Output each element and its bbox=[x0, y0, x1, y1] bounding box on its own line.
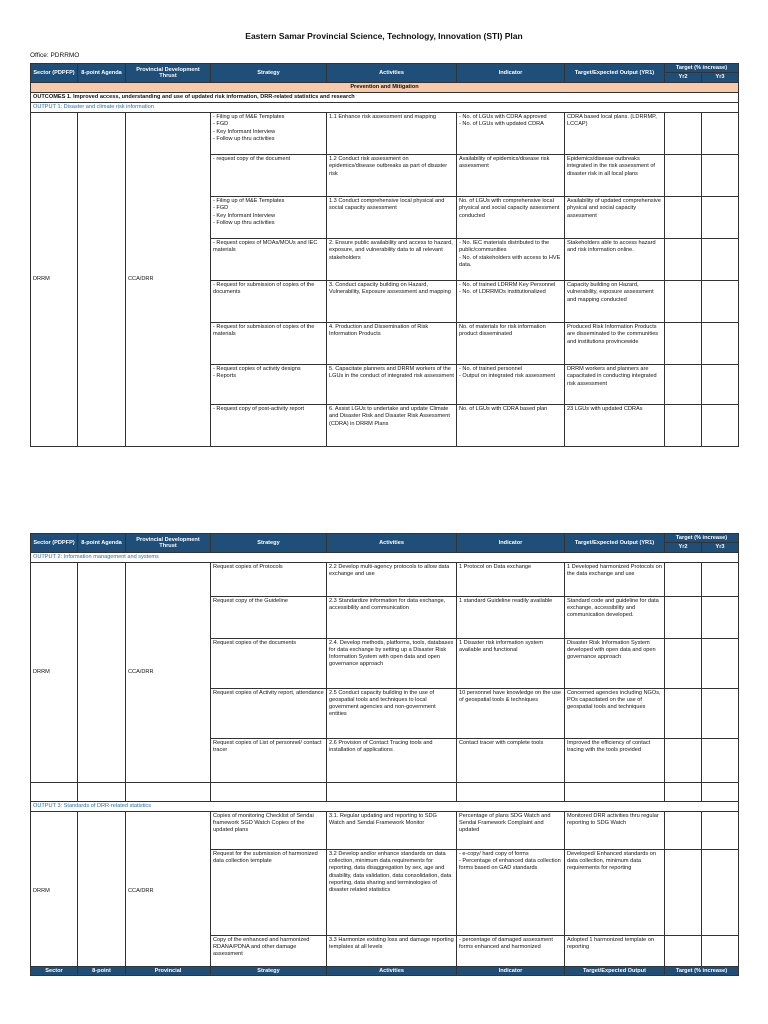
header-activities: Activities bbox=[327, 64, 457, 83]
yr2-cell bbox=[665, 405, 702, 447]
indicator-cell: No. of LGUs with comprehensive local physical and social capacity assessment conducted bbox=[457, 197, 565, 239]
target-output-cell: Disaster Risk Information System developed with open data and open governance approach bbox=[565, 639, 665, 689]
strategy-cell: - Filing up of M&E Templates - FGD - Key Informant Interview - Follow up thru activities bbox=[211, 197, 327, 239]
activity-cell: 1.1 Enhance risk assessment and mapping bbox=[327, 113, 457, 155]
yr2-cell bbox=[665, 563, 702, 597]
agenda-cell bbox=[78, 563, 126, 783]
yr2-cell bbox=[665, 739, 702, 783]
header-yr2: Yr2 bbox=[665, 543, 702, 552]
office-label: Office: PDRRMO bbox=[30, 52, 80, 59]
sector-cell: DRRM bbox=[31, 812, 78, 972]
empty-cell bbox=[126, 783, 211, 802]
target-output-cell: Capacity building on Hazard, vulnerability, exposure assessment and mapping conducted bbox=[565, 281, 665, 323]
empty-cell bbox=[211, 783, 327, 802]
header-indicator: Indicator bbox=[457, 534, 565, 553]
indicator-cell: Availability of epidemics/disease risk assessment bbox=[457, 155, 565, 197]
yr2-cell bbox=[665, 281, 702, 323]
yr2-cell bbox=[665, 639, 702, 689]
target-output-cell: CDRA based local plans. (LDRRMP, LCCAP) bbox=[565, 113, 665, 155]
activity-cell: 1.2 Conduct risk assessment on epidemics/disease outbreaks as part of disaster risk bbox=[327, 155, 457, 197]
indicator-cell: 1 Disaster risk information system available and functional bbox=[457, 639, 565, 689]
activity-cell: 6. Assist LGUs to undertake and update Climate and Disaster Risk and Disaster Risk Assessment (CDRA) in DRRM Plans bbox=[327, 405, 457, 447]
header-yr3: Yr3 bbox=[702, 543, 739, 552]
yr3-cell bbox=[702, 155, 739, 197]
activity-cell: 3.1. Regular updating and reporting to SDG Watch and Sendai Framework Monitor bbox=[327, 812, 457, 850]
thrust-cell: CCA/DRR bbox=[126, 113, 211, 447]
header-indicator: Indicator bbox=[457, 967, 565, 976]
sti-plan-table-page-1 bbox=[30, 63, 739, 447]
target-output-cell: Concerned agencies including NGOs, POs capacitated on the use of geospatial tools and techniques bbox=[565, 689, 665, 739]
indicator-cell: - No. of LGUs with CDRA approved - No. of LGUs with updated CDRA bbox=[457, 113, 565, 155]
header-strategy: Strategy bbox=[211, 534, 327, 553]
strategy-cell: - Request copies of activity designs - Reports bbox=[211, 365, 327, 405]
indicator-cell: No. of materials for risk information product disseminated bbox=[457, 323, 565, 365]
yr2-cell bbox=[665, 197, 702, 239]
strategy-cell: - Request for submission of copies of the materials bbox=[211, 323, 327, 365]
yr3-cell bbox=[702, 365, 739, 405]
agenda-cell bbox=[78, 113, 126, 447]
header-sector: Sector (PDPFP) bbox=[31, 534, 78, 553]
activity-cell: 2.3 Standardize information for data exchange, accessibility and communication bbox=[327, 597, 457, 639]
yr2-cell bbox=[665, 597, 702, 639]
strategy-cell: Copies of monitoring Checklist of Sendai framework SGD Watch Copies of the updated plans bbox=[211, 812, 327, 850]
activity-cell: 2.2 Develop multi-agency protocols to allow data exchange and use bbox=[327, 563, 457, 597]
yr2-cell bbox=[665, 850, 702, 936]
yr3-cell bbox=[702, 850, 739, 936]
target-output-cell: Stakeholders able to access hazard and risk information online. bbox=[565, 239, 665, 281]
yr2-cell bbox=[665, 113, 702, 155]
strategy-cell: Request copies of Activity report, attendance bbox=[211, 689, 327, 739]
indicator-cell: 1 standard Guideline readily available bbox=[457, 597, 565, 639]
header-target-increase: Target (% increase) bbox=[665, 534, 739, 543]
yr3-cell bbox=[702, 197, 739, 239]
yr2-cell bbox=[665, 323, 702, 365]
activity-cell: 3.2 Develop and/or enhance standards on data collection, minimum data requirements for reporting, data disaggregation by sex, age and disability, data validation, data consolidation, data reporting, data sharing and terminologies of disaster related statistics bbox=[327, 850, 457, 936]
header-yr2: Yr2 bbox=[665, 73, 702, 82]
header-activities: Activities bbox=[327, 967, 457, 976]
strategy-cell: - Filing up of M&E Templates - FGD - Key Informant Interview - Follow up thru activities bbox=[211, 113, 327, 155]
header-sector: Sector bbox=[31, 967, 78, 976]
strategy-cell: Request copies of the documents bbox=[211, 639, 327, 689]
yr2-cell bbox=[665, 812, 702, 850]
strategy-cell: Request copies of List of personnel/ contact tracer bbox=[211, 739, 327, 783]
target-output-cell: 1 Developed harmonized Protocols on the data exchange and use bbox=[565, 563, 665, 597]
indicator-cell: Contact tracer with complete tools bbox=[457, 739, 565, 783]
output-row: OUTPUT 3: Standards of DRR-related statistics bbox=[31, 802, 739, 812]
activity-cell: 2.5 Conduct capacity building in the use of geospatial tools and techniques to local government agencies and non-government entities bbox=[327, 689, 457, 739]
sti-plan-table-page-2 bbox=[30, 533, 739, 972]
header-target-output: Target/Expected Output (YR1) bbox=[565, 64, 665, 83]
target-output-cell: Improved the efficiency of contact tracing with the tools provided bbox=[565, 739, 665, 783]
indicator-cell: - e-copy/ hard copy of forms - Percentage of enhanced data collection forms based on GAD standards bbox=[457, 850, 565, 936]
header-activities: Activities bbox=[327, 534, 457, 553]
yr3-cell bbox=[702, 405, 739, 447]
target-output-cell: Availability of updated comprehensive physical and social capacity assessment bbox=[565, 197, 665, 239]
target-output-cell: Epidemics/disease outbreaks integrated in the risk assessment of disaster risk in all local plans bbox=[565, 155, 665, 197]
indicator-cell: - No. IEC materials distributed to the public/communities - No. of stakeholders with access to HVE data. bbox=[457, 239, 565, 281]
yr3-cell bbox=[702, 113, 739, 155]
strategy-cell: Request for the submission of harmonized data collection template bbox=[211, 850, 327, 936]
target-output-cell: Developed/ Enhanced standards on data collection, minimum data requirements for reporting bbox=[565, 850, 665, 936]
yr2-cell bbox=[665, 155, 702, 197]
activity-cell: 2.4. Develop methods, platforms, tools, databases for data exchange by setting up a Disaster Risk Information System with open data and open governance approach bbox=[327, 639, 457, 689]
header-agenda: 8-point Agenda bbox=[78, 534, 126, 553]
strategy-cell: - request copy of the document bbox=[211, 155, 327, 197]
target-output-cell: Standard code and guideline for data exchange, accessibility and communication developed. bbox=[565, 597, 665, 639]
header-agenda: 8-point bbox=[78, 967, 126, 976]
yr2-cell bbox=[665, 365, 702, 405]
header-sector: Sector (PDPFP) bbox=[31, 64, 78, 83]
indicator-cell: 10 personnel have knowledge on the use of geospatial tools & techniques bbox=[457, 689, 565, 739]
sector-cell: DRRM bbox=[31, 113, 78, 447]
yr3-cell bbox=[702, 812, 739, 850]
yr3-cell bbox=[702, 239, 739, 281]
activity-cell: 2. Ensure public availability and access to hazard, exposure, and vulnerability data to all relevant stakeholders bbox=[327, 239, 457, 281]
target-output-cell: Adopted 1 harmonized template on reporting bbox=[565, 936, 665, 972]
agenda-cell bbox=[78, 812, 126, 972]
thrust-cell: CCA/DRR bbox=[126, 812, 211, 972]
empty-cell bbox=[327, 783, 457, 802]
header-target-increase: Target (% increase) bbox=[665, 967, 739, 976]
activity-cell: 2.6 Provision of Contact Tracing tools and installation of applications bbox=[327, 739, 457, 783]
indicator-cell: Percentage of plans SDG Watch and Sendai Framework Complaint and updated bbox=[457, 812, 565, 850]
target-output-cell: DRRM workers and planners are capacitated in conducting integrated risk assessment bbox=[565, 365, 665, 405]
header-target-output: Target/Expected Output (YR1) bbox=[565, 534, 665, 553]
header-strategy: Strategy bbox=[211, 64, 327, 83]
empty-cell bbox=[457, 783, 565, 802]
yr3-cell bbox=[702, 639, 739, 689]
target-output-cell: Monitored DRR activities thru regular reporting to SDG Watch bbox=[565, 812, 665, 850]
empty-cell bbox=[31, 783, 78, 802]
strategy-cell: - Request copy of post-activity report bbox=[211, 405, 327, 447]
yr3-cell bbox=[702, 323, 739, 365]
header-agenda: 8-point Agenda bbox=[78, 64, 126, 83]
header-yr3: Yr3 bbox=[702, 73, 739, 82]
yr2-cell bbox=[665, 239, 702, 281]
output-row: OUTPUT 2: Information management and systems bbox=[31, 552, 739, 562]
header-thrust: Provincial Development Thrust bbox=[126, 534, 211, 553]
activity-cell: 3. Conduct capacity building on Hazard, Vulnerability, Exposure assessment and mapping bbox=[327, 281, 457, 323]
thrust-cell: CCA/DRR bbox=[126, 563, 211, 783]
outcome-row: OUTCOMES 1. Improved access, understanding and use of updated risk information, DRR-related statistics and research bbox=[31, 93, 739, 103]
indicator-cell: - No. of trained personnel - Output on integrated risk assessment bbox=[457, 365, 565, 405]
sector-cell: DRRM bbox=[31, 563, 78, 783]
activity-cell: 5. Capacitate planners and DRRM workers of the LGUs in the conduct of integrated risk assessment bbox=[327, 365, 457, 405]
phase-row: Prevention and Mitigation bbox=[31, 82, 739, 92]
document-title: Eastern Samar Provincial Science, Technology, Innovation (STI) Plan bbox=[245, 31, 523, 41]
header-indicator: Indicator bbox=[457, 64, 565, 83]
header-target-increase: Target (% increase) bbox=[665, 64, 739, 73]
yr3-cell bbox=[702, 739, 739, 783]
output-row: OUTPUT 1: Disaster and climate risk information bbox=[31, 103, 739, 113]
indicator-cell: - No. of trained LDRRM Key Personnel - No. of LDRRMOs institutionalized bbox=[457, 281, 565, 323]
target-output-cell: Produced Risk Information Products are disseminated to the communities and institutions provincewide bbox=[565, 323, 665, 365]
header-target-output: Target/Expected Output bbox=[565, 967, 665, 976]
indicator-cell: - percentage of damaged assessment forms enhanced and harmonized bbox=[457, 936, 565, 972]
header-strategy: Strategy bbox=[211, 967, 327, 976]
activity-cell: 4. Production and Dissemination of Risk Information Products bbox=[327, 323, 457, 365]
activity-cell: 3.3 Harmonize existing loss and damage reporting templates at all levels bbox=[327, 936, 457, 972]
strategy-cell: Request copies of Protocols bbox=[211, 563, 327, 597]
sti-plan-table-page-3-header bbox=[30, 966, 739, 976]
header-thrust: Provincial bbox=[126, 967, 211, 976]
strategy-cell: - Request copies of MOAs/MOUs and IEC materials bbox=[211, 239, 327, 281]
empty-cell bbox=[565, 783, 665, 802]
target-output-cell: 23 LGUs with updated CDRAs bbox=[565, 405, 665, 447]
indicator-cell: 1 Protocol on Data exchange bbox=[457, 563, 565, 597]
yr3-cell bbox=[702, 597, 739, 639]
activity-cell: 1.3 Conduct comprehensive local physical and social capacity assessment bbox=[327, 197, 457, 239]
empty-cell bbox=[665, 783, 702, 802]
yr3-cell bbox=[702, 281, 739, 323]
strategy-cell: Request copy of the Guideline bbox=[211, 597, 327, 639]
empty-cell bbox=[702, 783, 739, 802]
strategy-cell: Copy of the enhanced and harmonized RDANA/PDNA and other damage assessment bbox=[211, 936, 327, 972]
indicator-cell: No. of LGUs with CDRA based plan bbox=[457, 405, 565, 447]
empty-cell bbox=[78, 783, 126, 802]
header-thrust: Provincial Development Thrust bbox=[126, 64, 211, 83]
yr3-cell bbox=[702, 563, 739, 597]
strategy-cell: - Request for submission of copies of the documents bbox=[211, 281, 327, 323]
yr3-cell bbox=[702, 689, 739, 739]
yr2-cell bbox=[665, 689, 702, 739]
